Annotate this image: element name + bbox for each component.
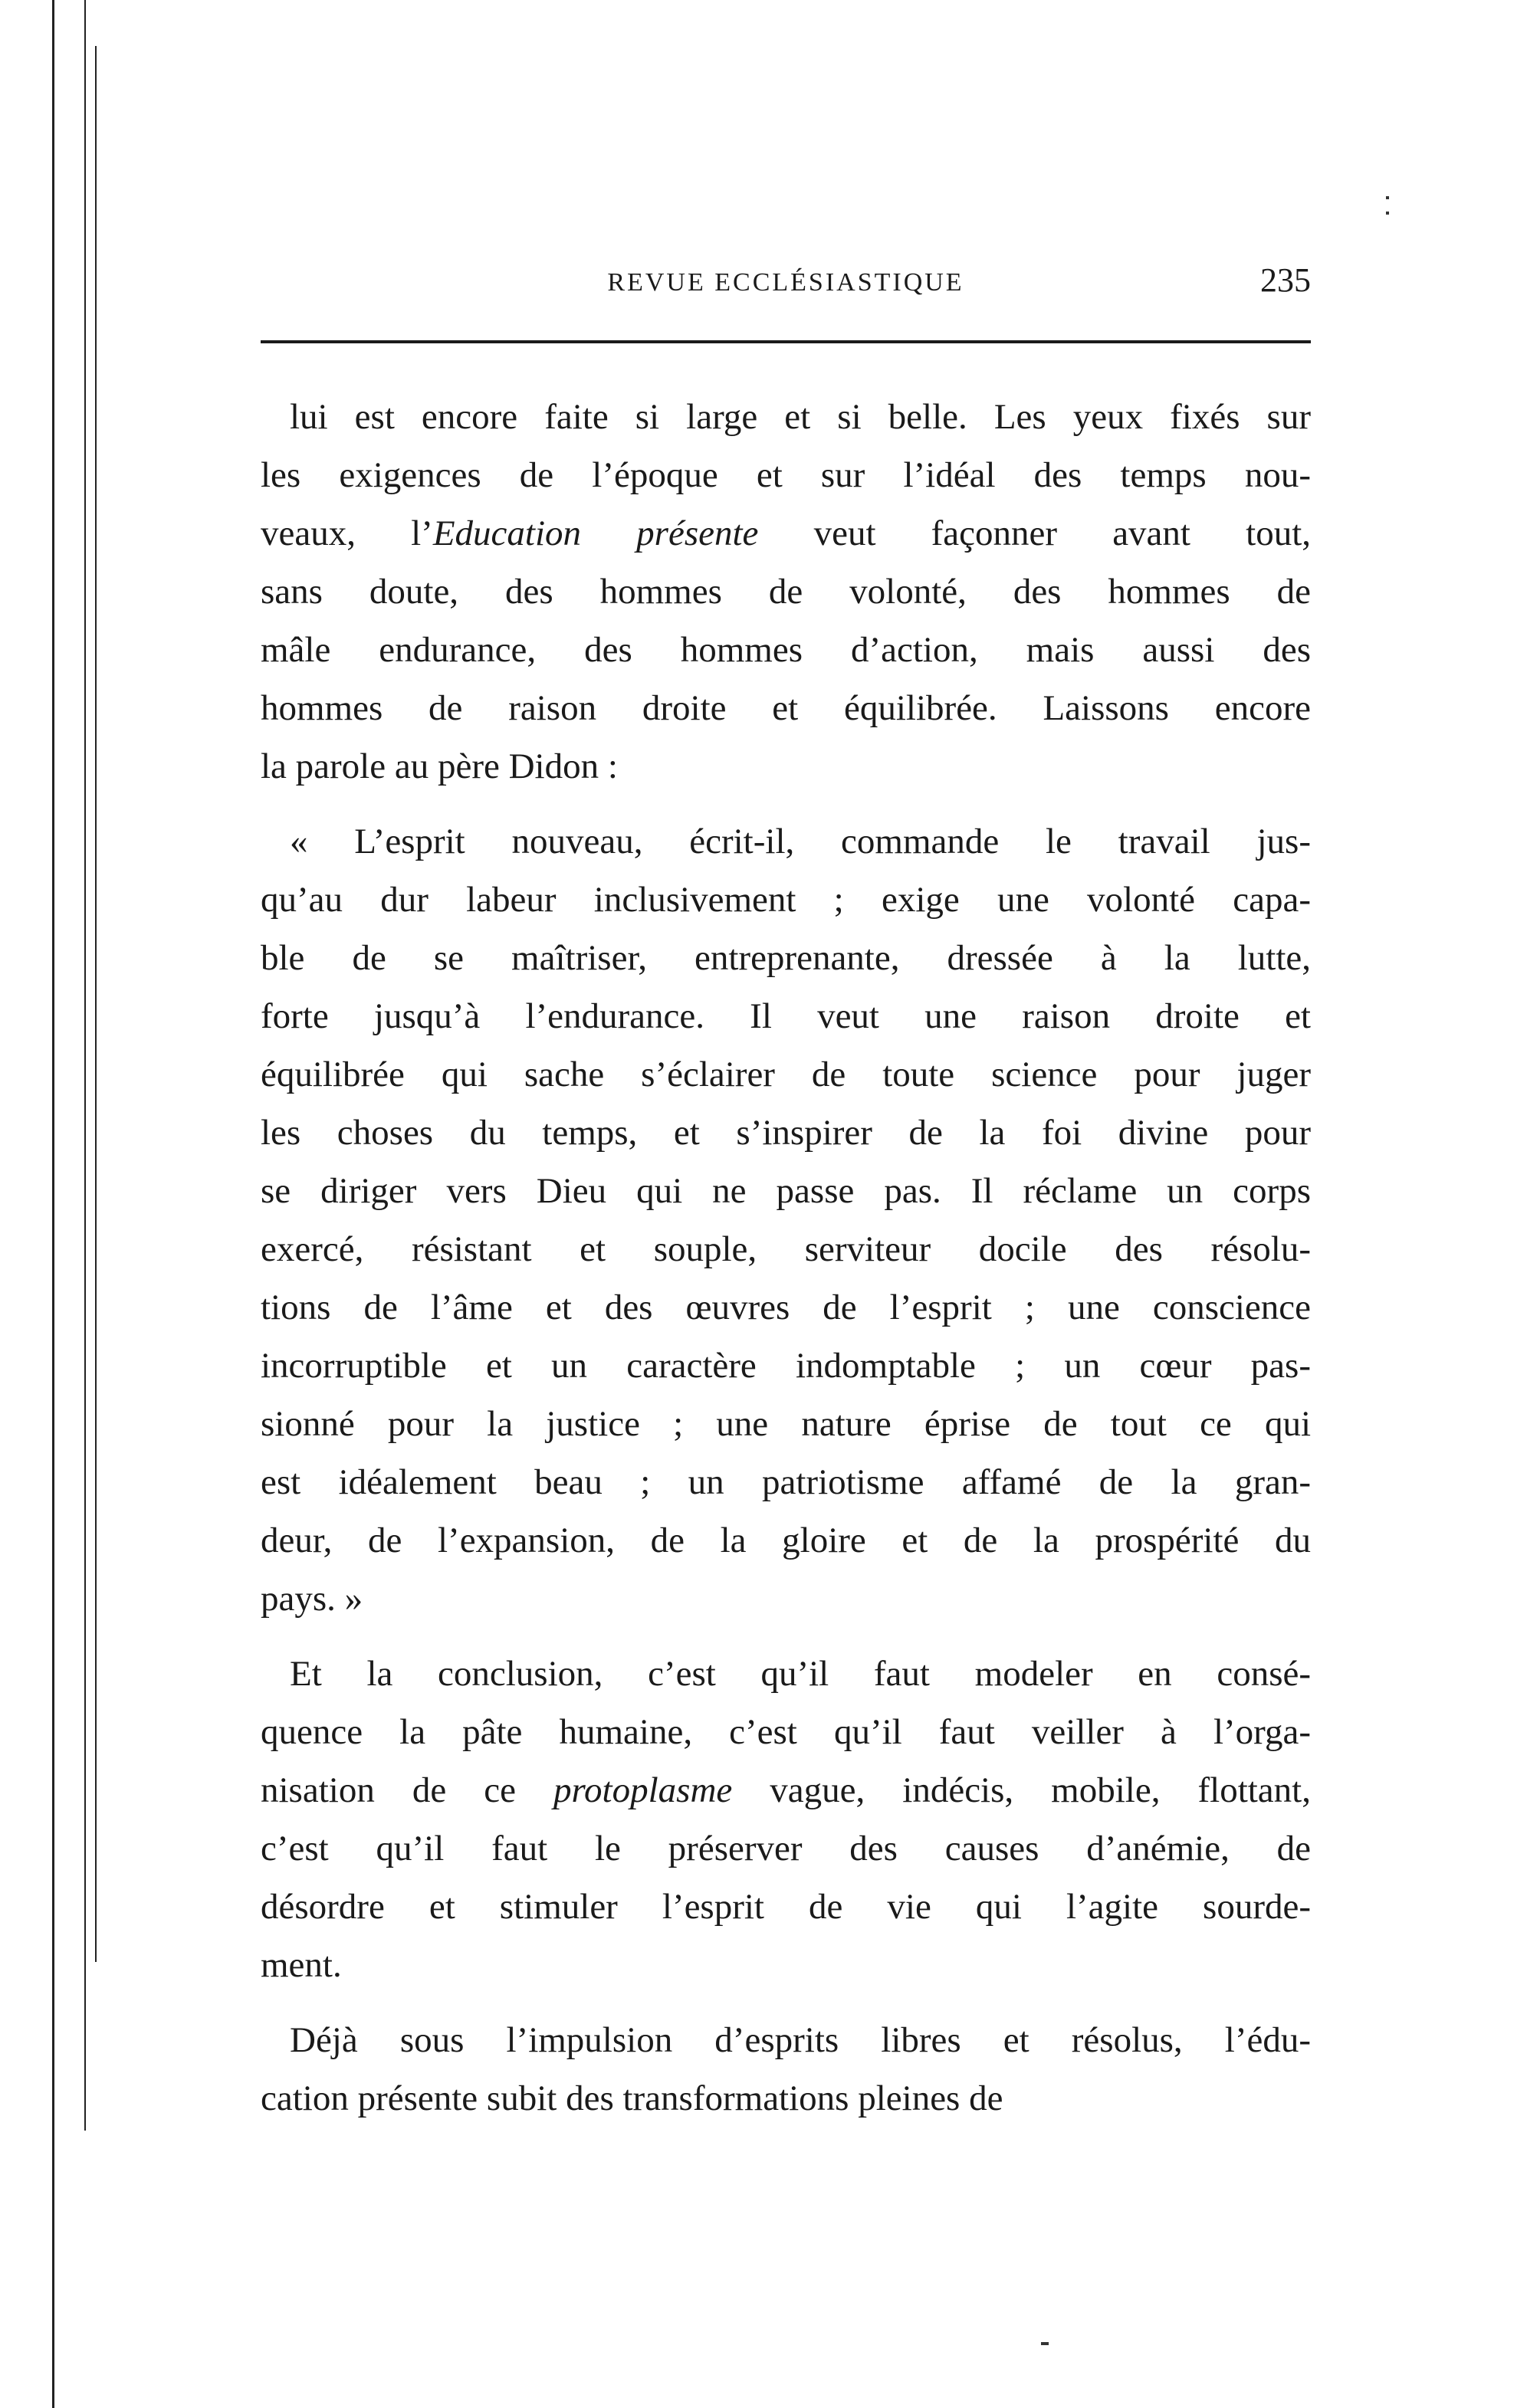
text-line: mâle endurance, des hommes d’action, mais aussi des (261, 630, 1311, 670)
text-line: les exigences de l’époque et sur l’idéal des temps nou- (261, 455, 1311, 495)
header-rule (261, 340, 1311, 343)
text-line: ble de se maîtriser, entreprenante, dressée à la lutte, (261, 938, 1311, 978)
text-line: Déjà sous l’impulsion d’esprits libres et résolus, l’édu- (290, 2020, 1311, 2060)
running-head (261, 261, 1311, 307)
text-line: « L’esprit nouveau, écrit-il, commande le travail jus- (290, 822, 1311, 861)
text-line: qu’au dur labeur inclusivement ; exige une volonté capa- (261, 880, 1311, 920)
text-line: deur, de l’expansion, de la gloire et de la prospérité du (261, 1521, 1311, 1560)
text-line: se diriger vers Dieu qui ne passe pas. Il réclame un corps (261, 1171, 1311, 1211)
text-line: c’est qu’il faut le préserver des causes d’anémie, de (261, 1829, 1311, 1868)
text-line: cation présente subit des transformations pleines de (261, 2078, 1003, 2118)
text-line: forte jusqu’à l’endurance. Il veut une raison droite et (261, 996, 1311, 1036)
text-line: quence la pâte humaine, c’est qu’il faut veiller à l’orga- (261, 1712, 1311, 1752)
paragraph (261, 1645, 1311, 1994)
text-line: lui est encore faite si large et si belle. Les yeux fixés sur (290, 397, 1311, 437)
paragraph (261, 812, 1311, 1628)
text-line: incorruptible et un caractère indomptable ; un cœur pas- (261, 1346, 1311, 1386)
paragraph-gap (261, 796, 1311, 812)
print-speck (1041, 2342, 1049, 2345)
italic-term: Education présente (432, 513, 759, 553)
text-line: équilibrée qui sache s’éclairer de toute science pour juger (261, 1055, 1311, 1094)
italic-term: protoplasme (553, 1770, 733, 1810)
text-line: est idéalement beau ; un patriotisme affamé de la gran- (261, 1462, 1311, 1502)
text-line: sionné pour la justice ; une nature éprise de tout ce qui (261, 1404, 1311, 1444)
text-line: les choses du temps, et s’inspirer de la foi divine pour (261, 1113, 1311, 1153)
text-line: pays. » (261, 1579, 363, 1619)
paragraph (261, 2011, 1311, 2128)
text-line: désordre et stimuler l’esprit de vie qui l’agite sourde- (261, 1887, 1311, 1927)
print-speck (1386, 196, 1389, 199)
binding-line (95, 46, 97, 1962)
text-line: la parole au père Didon : (261, 746, 618, 786)
paragraph-gap (261, 1994, 1311, 2011)
text-line: veaux, l’Education présente veut façonner avant tout, (261, 513, 1311, 553)
print-speck (1386, 212, 1389, 215)
text-line: hommes de raison droite et équilibrée. Laissons encore (261, 688, 1311, 728)
body-text (261, 388, 1311, 2128)
text-line: Et la conclusion, c’est qu’il faut modeler en consé- (290, 1654, 1311, 1694)
running-title: REVUE ECCLÉSIASTIQUE (607, 268, 964, 297)
text-line: ment. (261, 1945, 342, 1985)
page-number: 235 (1260, 261, 1311, 299)
text-line: sans doute, des hommes de volonté, des hommes de (261, 572, 1311, 612)
paragraph-gap (261, 1628, 1311, 1645)
text-line: nisation de ce protoplasme vague, indécis, mobile, flottant, (261, 1770, 1311, 1810)
text-line: exercé, résistant et souple, serviteur docile des résolu- (261, 1229, 1311, 1269)
binding-line (52, 0, 54, 2408)
binding-line (84, 0, 86, 2131)
text-line: tions de l’âme et des œuvres de l’esprit ; une conscience (261, 1288, 1311, 1327)
paragraph (261, 388, 1311, 796)
